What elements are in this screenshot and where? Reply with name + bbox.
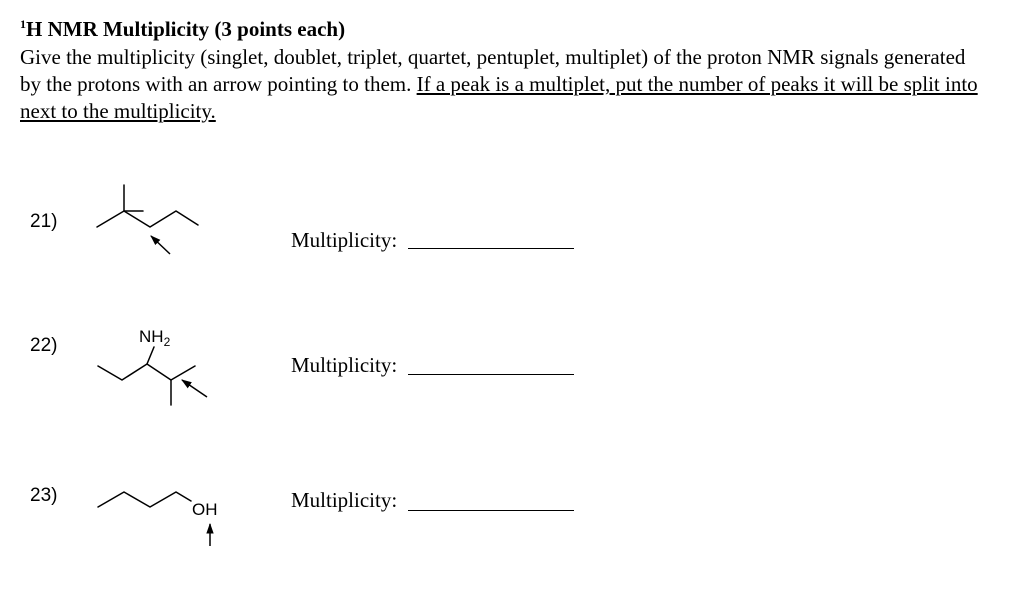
question-23-multiplicity-label: Multiplicity: (291, 488, 398, 512)
question-21-multiplicity-label: Multiplicity: (291, 228, 398, 252)
question-22-multiplicity-label: Multiplicity: (291, 353, 398, 377)
question-23-number: 23) (30, 485, 58, 506)
molecule-22-backbone (98, 364, 195, 380)
molecule-23-oh-label: OH (192, 500, 218, 519)
question-22-number: 22) (30, 335, 58, 356)
instructions-underlined-text: If a peak is a multiplet, put the number of peaks it will be split into next to the multiplicity. (20, 72, 978, 123)
molecule-21-arrow-icon (151, 236, 170, 254)
title-superscript: 1 (20, 17, 26, 31)
molecule-22-nh2-bond (147, 347, 154, 364)
title-text: H NMR Multiplicity (3 points each) (26, 17, 346, 41)
molecule-23-structure (98, 492, 191, 507)
question-21-number: 21) (30, 211, 58, 232)
molecule-22-arrow-icon (182, 380, 207, 397)
molecule-21-structure (97, 185, 198, 227)
molecule-22-nh2-label: $NH_2$ (139, 327, 171, 349)
molecule-22-structure (98, 347, 195, 405)
molecule-21-backbone (97, 211, 198, 227)
molecule-23-backbone (98, 492, 191, 507)
instructions-text: Give the multiplicity (singlet, doublet, triplet, quartet, pentuplet, multiplet) of the proton NMR signals generated by the protons with an arrow pointing to them. (20, 45, 966, 96)
